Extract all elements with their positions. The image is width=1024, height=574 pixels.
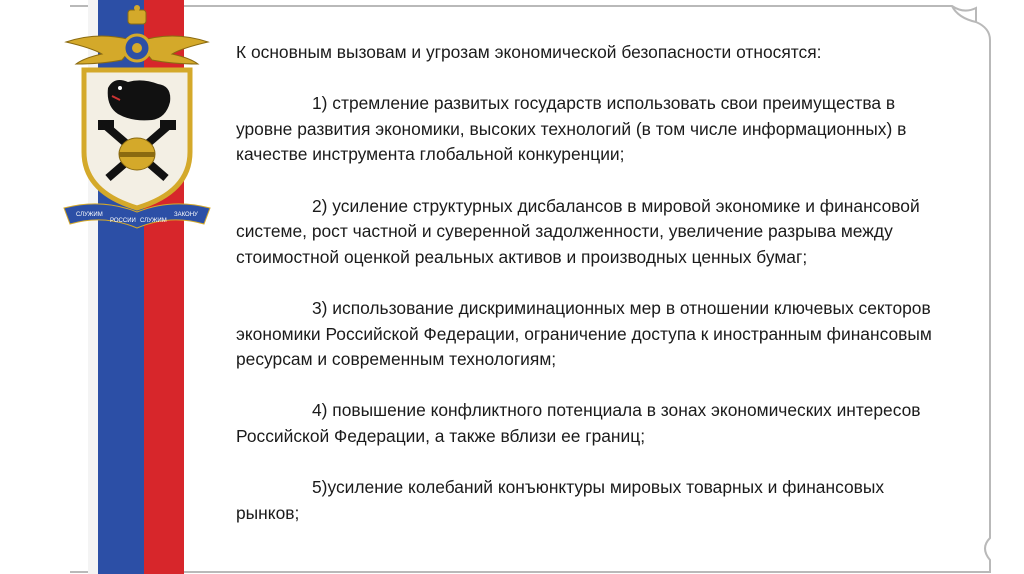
threat-item-2-text: 2) усиление структурных дисбалансов в мировой экономике и финансовой системе, рост частной и суверенной задолженности, увеличение разрыва между стоимостной оценкой реальных активов и производных ценных бумаг; [236, 195, 920, 267]
slide-heading: К основным вызовам и угрозам экономической безопасности относятся: [236, 42, 822, 62]
threat-item-4-text: 4) повышение конфликтного потенциала в зонах экономических интересов Российской Федерации, а также вблизи ее границ; [236, 400, 921, 446]
threat-item-5-text: 5)усиление колебаний конъюнктуры мировых товарных и финансовых рынков; [236, 477, 885, 523]
ribbon-text-4: ЗАКОНУ [174, 212, 198, 218]
threat-item-3-text: 3) использование дискриминационных мер в отношении ключевых секторов экономики Российской Федерации, ограничение доступа к иностранным финансовым ресурсам и современным технологиям; [236, 297, 932, 370]
ribbon-text-1: СЛУЖИМ [76, 212, 103, 218]
slide-content [236, 40, 948, 552]
ribbon-text-3: СЛУЖИМ [140, 218, 167, 224]
threat-item-4 [236, 398, 948, 449]
threat-item-2 [236, 194, 948, 271]
threat-item-1 [236, 91, 948, 168]
threat-item-1-text: 1) стремление развитых государств использовать свои преимущества в уровне развития экономики, высоких технологий (в том числе информационных) в качестве инструмента глобальной конкуренции; [236, 93, 907, 165]
ribbon-text-2: РОССИИ [110, 218, 136, 224]
ministry-emblem-icon [62, 2, 212, 232]
threat-item-3 [236, 296, 948, 373]
threat-item-5 [236, 475, 948, 526]
